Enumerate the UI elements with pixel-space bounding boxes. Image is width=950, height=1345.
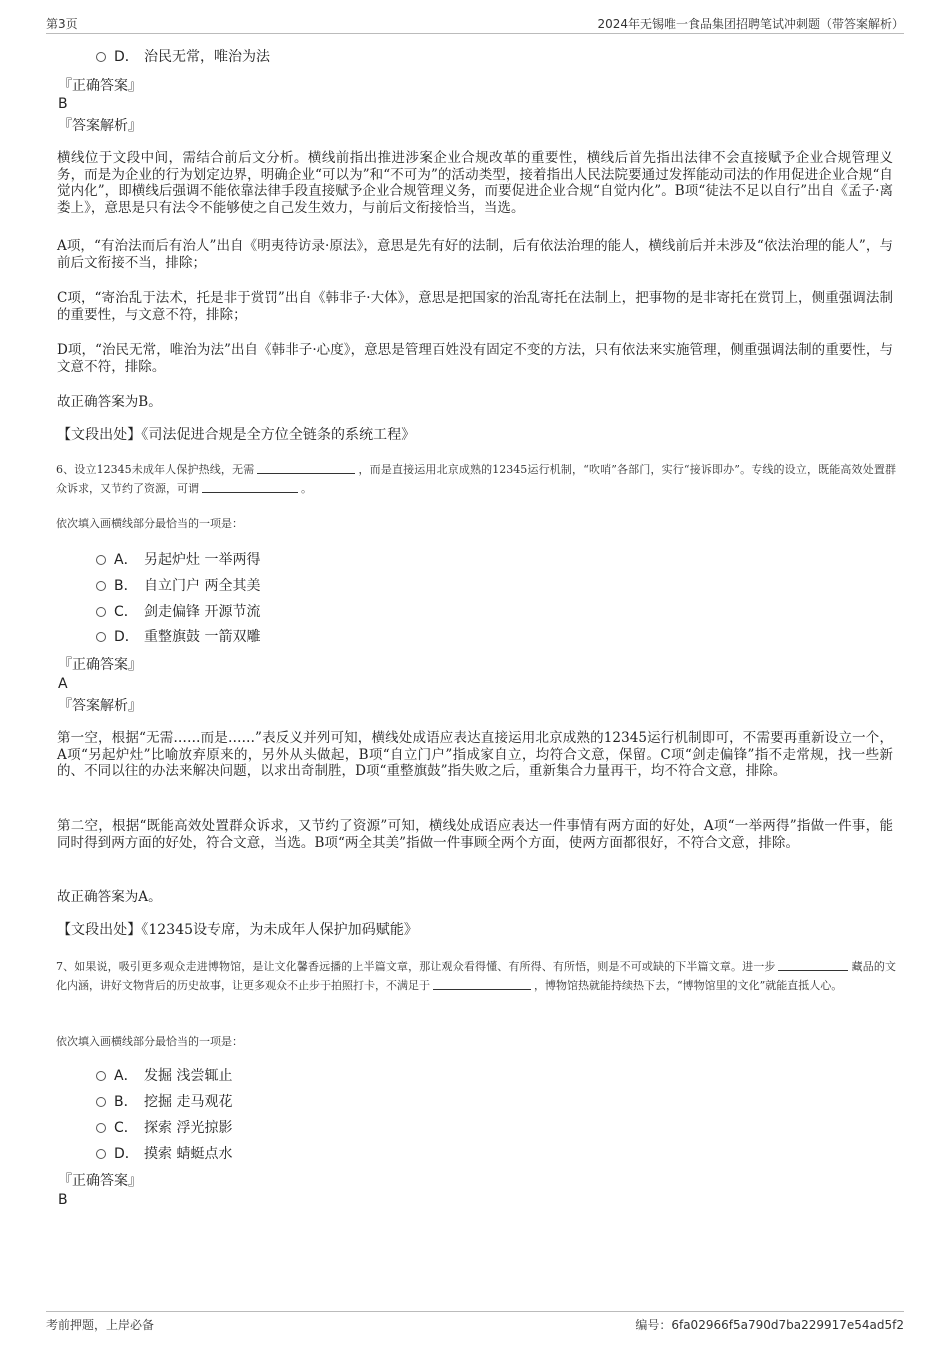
q5-analysis-tag: 『答案解析』	[58, 118, 142, 134]
q5-source: 【文段出处】《司法促进合规是全方位全链条的系统工程》	[57, 427, 416, 443]
q6-analysis-p2: 第二空，根据“既能高效处置群众诉求，又节约了资源”可知，横线处成语应表达一件事情有两方面的好处，A项“一举两得”指做一件事，能同时得到两方面的好处，符合文意，当选。B项“两全其美”指做一件事顾全两个方面，使两方面都很好，不符合文意，排除。	[57, 818, 893, 851]
q6-blank-2	[202, 481, 298, 493]
q6-answer: A	[58, 676, 68, 692]
q6-answer-tag: 『正确答案』	[58, 657, 142, 673]
q6-option-c[interactable]: C． 剑走偏锋 开源节流	[96, 603, 260, 621]
radio-icon[interactable]	[96, 1071, 106, 1081]
q7-option-b[interactable]: B． 挖掘 走马观花	[96, 1093, 232, 1111]
q7-prompt: 依次填入画横线部分最恰当的一项是：	[56, 1035, 243, 1048]
q7-answer-tag: 『正确答案』	[58, 1173, 142, 1189]
q6-analysis-conclusion: 故正确答案为A。	[57, 889, 162, 905]
q5-analysis-p4: D项，“治民无常，唯治为法”出自《韩非子·心度》，意思是管理百姓没有固定不变的方法，只有依法来实施管理，侧重强调法制的重要性，与文意不符，排除。	[57, 342, 893, 375]
q6-source: 【文段出处】《12345设专席，为未成年人保护加码赋能》	[57, 922, 418, 938]
q6-analysis-tag: 『答案解析』	[58, 698, 142, 714]
q5-option-d[interactable]: D． 治民无常，唯治为法	[96, 48, 270, 66]
radio-icon[interactable]	[96, 1149, 106, 1159]
q6-option-b[interactable]: B． 自立门户 两全其美	[96, 577, 260, 595]
page-footer	[46, 1311, 904, 1333]
q7-blank-1	[778, 959, 848, 971]
radio-icon[interactable]	[96, 1097, 106, 1107]
page-header	[46, 14, 904, 34]
q7-question-text: 7、如果说，吸引更多观众走进博物馆，是让文化馨香远播的上半篇文章，那让观众看得懂、有所得、有所悟，则是不可或缺的下半篇文章。进一步 藏品的文化内涵，讲好文物背后的历史故事，让更多观众不止步于拍照打卡，不满足于 ，博物馆热就能持续热下去，“博物馆里的文化”就能直抵人心。	[56, 960, 897, 992]
q6-analysis-p1: 第一空，根据“无需……而是……”表反义并列可知，横线处成语应表达直接运用北京成熟的12345运行机制即可，不需要再重新设立一个，A项“另起炉灶”比喻放弃原来的，另外从头做起，B项“自立门户”指成家自立，均符合文意，保留。C项“剑走偏锋”指不走常规，找一些新的、不同以往的办法来解决问题，以求出奇制胜，D项“重整旗鼓”指失败之后，重新集合力量再干，均不符合文意，排除。	[57, 730, 893, 779]
q5-answer-tag: 『正确答案』	[58, 78, 142, 94]
page-number: 第3页	[46, 17, 78, 31]
q5-analysis-conclusion: 故正确答案为B。	[57, 394, 162, 410]
q5-analysis-p3: C项，“寄治乱于法术，托是非于赏罚”出自《韩非子·大体》，意思是把国家的治乱寄托在法制上，把事物的是非寄托在赏罚上，侧重强调法制的重要性，与文意不符，排除；	[57, 290, 893, 323]
radio-icon[interactable]	[96, 607, 106, 617]
q5-analysis-p2: A项，“有治法而后有治人”出自《明夷待访录·原法》，意思是先有好的法制，后有依法治理的能人，横线前后并未涉及“依法治理的能人”，与前后文衔接不当，排除；	[57, 238, 893, 271]
radio-icon[interactable]	[96, 632, 106, 642]
footer-slogan: 考前押题，上岸必备	[46, 1318, 155, 1332]
q5-analysis-p1: 横线位于文段中间，需结合前后文分析。横线前指出推进涉案企业合规改革的重要性，横线后首先指出法律不会直接赋予企业合规管理义务，而是为企业的行为划定边界，明确企业“可以为”和“不可为”的活动类型，接着指出人民法院要通过发挥能动司法的作用促进企业合规“自觉内化”，即横线后强调不能依靠法律手段直接赋予企业合规管理义务，而要促进企业合规“自觉内化”。B项“徒法不足以自行”出自《孟子·离娄上》，意思是只有法令不能够使之自己发生效力，与前后文衔接恰当，当选。	[57, 150, 893, 216]
q7-blank-2	[433, 978, 531, 990]
q6-option-a[interactable]: A． 另起炉灶 一举两得	[96, 551, 260, 569]
radio-icon[interactable]	[96, 52, 106, 62]
q7-option-a[interactable]: A． 发掘 浅尝辄止	[96, 1067, 232, 1085]
footer-code: 编号：6fa02966f5a790d7ba229917e54ad5f2	[635, 1318, 904, 1332]
q7-answer: B	[58, 1192, 68, 1208]
q7-option-c[interactable]: C． 探索 浮光掠影	[96, 1119, 232, 1137]
q5-answer: B	[58, 96, 68, 112]
radio-icon[interactable]	[96, 555, 106, 565]
q6-prompt: 依次填入画横线部分最恰当的一项是：	[56, 517, 243, 530]
document-title: 2024年无锡唯一食品集团招聘笔试冲刺题（带答案解析）	[597, 17, 904, 31]
q6-blank-1	[257, 462, 355, 474]
q6-option-d[interactable]: D． 重整旗鼓 一箭双雕	[96, 628, 260, 646]
q6-question-text: 6、设立12345未成年人保护热线，无需 ，而是直接运用北京成熟的12345运行机制，“吹哨”各部门，实行“接诉即办”。专线的设立，既能高效处置群众诉求，又节约了资源，可谓 。	[56, 463, 896, 495]
q7-option-d[interactable]: D． 摸索 蜻蜓点水	[96, 1145, 232, 1163]
radio-icon[interactable]	[96, 1123, 106, 1133]
radio-icon[interactable]	[96, 581, 106, 591]
